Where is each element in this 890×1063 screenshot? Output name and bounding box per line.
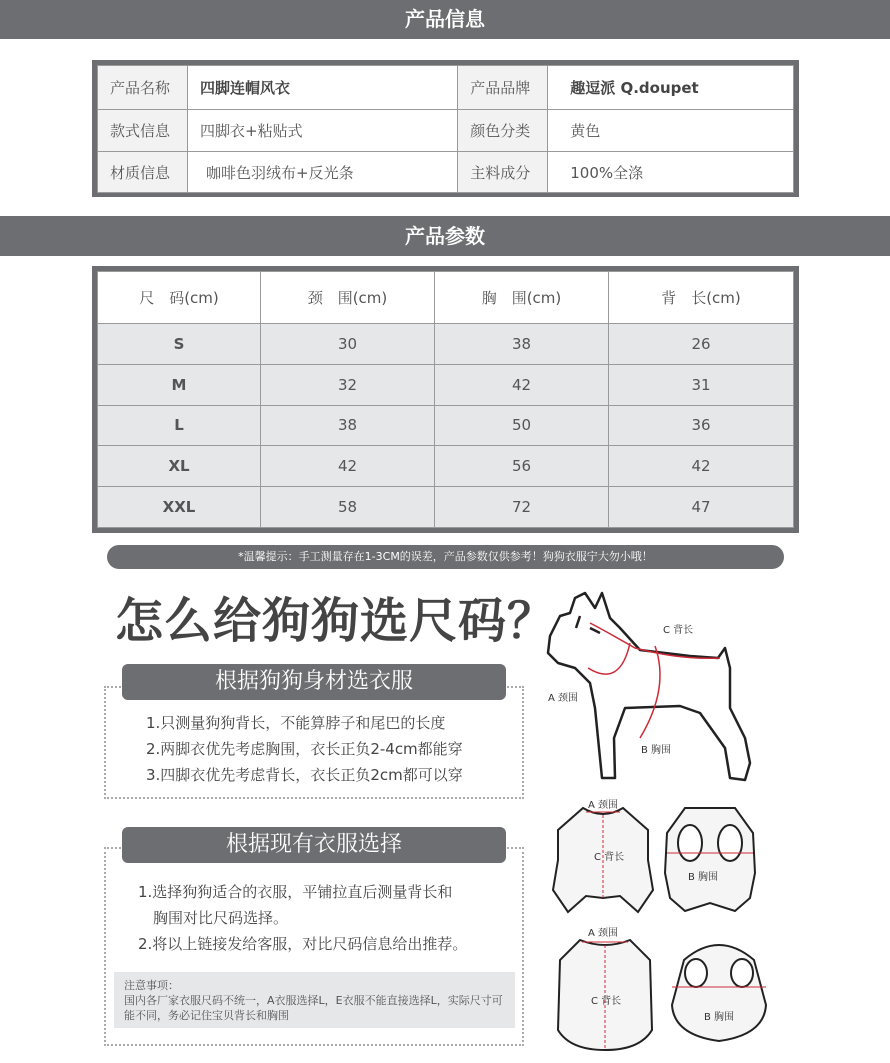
neck-cell: 38 — [261, 405, 435, 446]
bottom-back-label: C 背长 — [591, 996, 622, 1007]
info-value: 四脚连帽风衣 — [188, 66, 458, 110]
neck-line — [588, 643, 630, 674]
top-chest-label: B 胸围 — [688, 872, 719, 883]
neck-cell: 42 — [261, 446, 435, 487]
section-heading-body-size: 根据狗狗身材选衣服 — [122, 664, 506, 700]
info-value: 趣逗派 Q.doupet — [548, 66, 794, 110]
info-label: 产品品牌 — [458, 66, 548, 110]
guide-title: 怎么给狗狗选尺码？ — [115, 593, 557, 649]
neck-cell: 58 — [261, 487, 435, 528]
dog-chest-label: B 胸围 — [641, 745, 672, 756]
guide-line: 1.只测量狗狗背长，不能算脖子和尾巴的长度 — [146, 714, 446, 732]
info-value: 四脚衣+粘贴式 — [188, 110, 458, 152]
back-cell: 47 — [609, 487, 794, 528]
product-info-banner: 产品信息 — [0, 0, 890, 39]
guide-line: 3.四脚衣优先考虑背长，衣长正负2cm都可以穿 — [146, 766, 463, 784]
table-row — [98, 152, 794, 193]
neck-cell: 30 — [261, 324, 435, 365]
notice-box — [114, 972, 515, 1028]
size-cell: XXL — [98, 487, 261, 528]
info-label: 颜色分类 — [458, 110, 548, 152]
dog-neck-label: A 颈围 — [548, 693, 579, 704]
notice-text: 国内各厂家衣服尺码不统一，A衣服选择L，E衣服不能直接选择L，实际尺寸可能不同，务必记住宝贝背长和胸围 — [124, 994, 503, 1022]
table-row — [98, 364, 794, 405]
top-neck-label: A 颈围 — [588, 800, 619, 811]
size-table-header — [98, 272, 794, 324]
four-leg-garment-back-diagram — [655, 803, 765, 915]
info-value: 100%全涤 — [548, 152, 794, 193]
neck-cell: 32 — [261, 364, 435, 405]
two-leg-garment-front-diagram — [550, 920, 660, 1056]
bottom-neck-label: A 颈围 — [588, 928, 619, 939]
bottom-chest-label: B 胸围 — [704, 1012, 735, 1023]
back-length-line — [590, 623, 720, 658]
dog-measure-diagram — [540, 588, 790, 788]
chest-cell: 38 — [435, 324, 609, 365]
table-row — [98, 405, 794, 446]
chest-cell: 72 — [435, 487, 609, 528]
measurement-tip: *温馨提示：手工测量存在1-3CM的误差，产品参数仅供参考！狗狗衣服宁大勿小哦！ — [107, 545, 784, 569]
size-cell: L — [98, 405, 261, 446]
size-table — [92, 266, 799, 533]
info-label: 主料成分 — [458, 152, 548, 193]
back-cell: 36 — [609, 405, 794, 446]
garment-outline-icon — [665, 808, 755, 911]
size-cell: XL — [98, 446, 261, 487]
size-cell: S — [98, 324, 261, 365]
info-value: 黄色 — [548, 110, 794, 152]
chest-cell: 50 — [435, 405, 609, 446]
column-header: 尺 码(cm) — [98, 272, 261, 324]
column-header: 胸 围(cm) — [435, 272, 609, 324]
info-value: 咖啡色羽绒布+反光条 — [188, 152, 458, 193]
guide-line: 1.选择狗狗适合的衣服，平铺拉直后测量背长和 — [138, 883, 453, 901]
back-cell: 26 — [609, 324, 794, 365]
section-heading-existing-clothes: 根据现有衣服选择 — [122, 827, 506, 863]
back-cell: 42 — [609, 446, 794, 487]
garment-outline-icon — [672, 945, 766, 1041]
guide-line: 胸围对比尺码选择。 — [153, 909, 289, 927]
info-label: 产品名称 — [98, 66, 188, 110]
chest-line — [640, 646, 660, 738]
dog-back-label: C 背长 — [663, 625, 694, 636]
product-info-table — [92, 60, 799, 197]
column-header: 颈 围(cm) — [261, 272, 435, 324]
table-row — [98, 487, 794, 528]
size-cell: M — [98, 364, 261, 405]
table-row — [98, 66, 794, 110]
table-row — [98, 110, 794, 152]
two-leg-garment-back-diagram — [664, 935, 774, 1047]
table-row — [98, 324, 794, 365]
info-label: 材质信息 — [98, 152, 188, 193]
chest-cell: 56 — [435, 446, 609, 487]
top-back-label: C 背长 — [594, 852, 625, 863]
back-cell: 31 — [609, 364, 794, 405]
column-header: 背 长(cm) — [609, 272, 794, 324]
chest-cell: 42 — [435, 364, 609, 405]
guide-line: 2.将以上链接发给客服，对比尺码信息给出推荐。 — [138, 935, 468, 953]
guide-line: 2.两脚衣优先考虑胸围，衣长正负2-4cm都能穿 — [146, 740, 463, 758]
table-row — [98, 446, 794, 487]
product-params-banner: 产品参数 — [0, 216, 890, 256]
notice-title: 注意事项： — [124, 979, 179, 992]
info-label: 款式信息 — [98, 110, 188, 152]
